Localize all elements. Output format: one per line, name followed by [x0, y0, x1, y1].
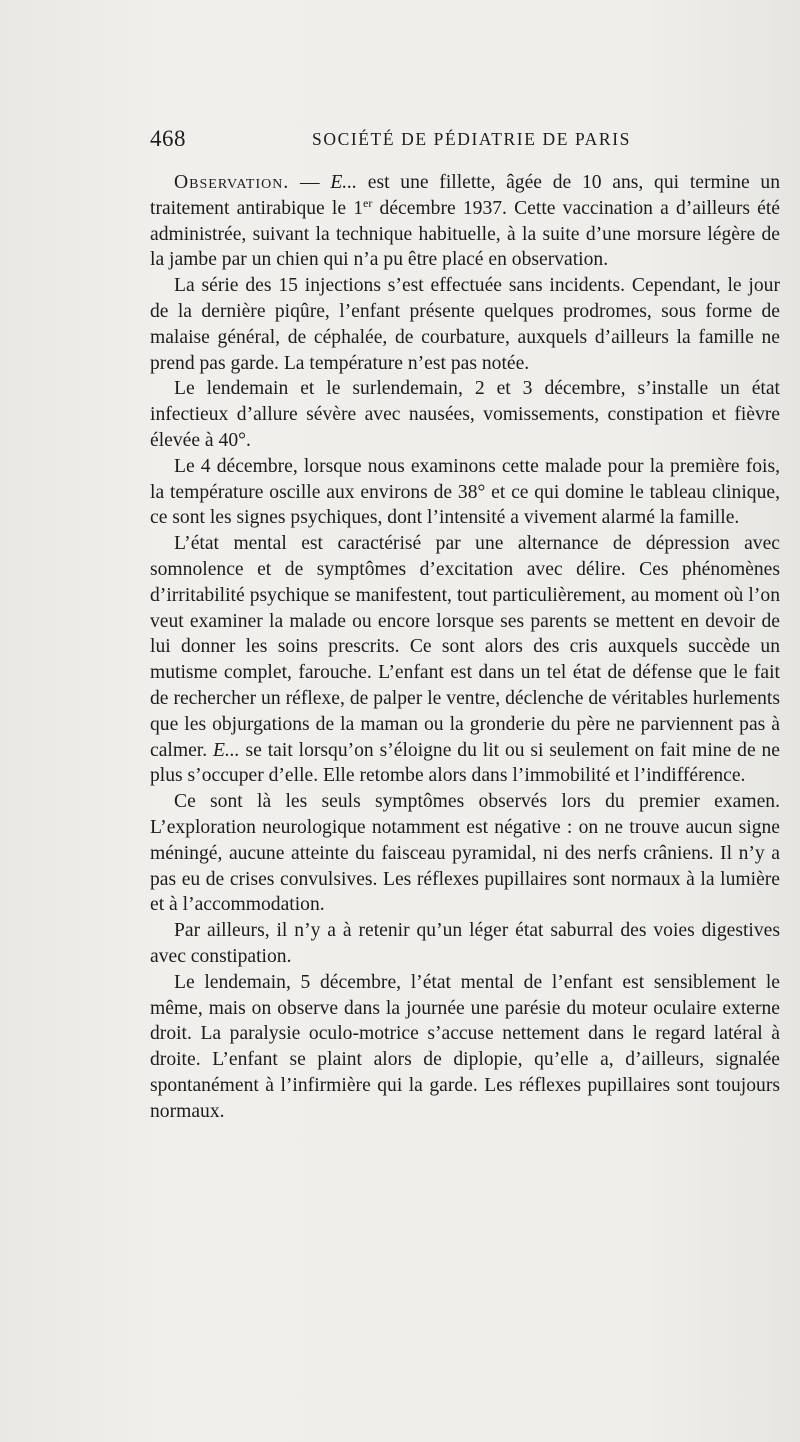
paragraph-text: est une fillette, âgée de 10 ans, qui termine un traitement antirabique le 1: [150, 172, 781, 219]
observation-lead: Observation.: [174, 172, 290, 193]
paragraph-observation: [150, 170, 780, 273]
paragraph-digestive: Par ailleurs, il n’y a à retenir qu’un léger état saburral des voies digestives avec constipation.: [150, 920, 780, 967]
observation-dash: —: [289, 172, 331, 193]
patient-initial: E...: [213, 739, 240, 761]
paragraph-mental-state: [150, 531, 780, 789]
superscript-er: er: [363, 195, 373, 210]
running-title: SOCIÉTÉ DE PÉDIATRIE DE PARIS: [312, 129, 631, 149]
paragraph-first-exam: Le 4 décembre, lorsque nous examinons cette malade pour la première fois, la température oscille aux environs de 38° et ce qui domine le tableau clinique, ce sont les signes psychiques, dont l’intensité a vivement alarmé la famille.: [150, 455, 780, 529]
body-text: [150, 170, 780, 1124]
paragraph-injections: La série des 15 injections s’est effectuée sans incidents. Cependant, le jour de la dernière piqûre, l’enfant présente quelques prodromes, sous forme de malaise général, de céphalée, de courbature, auxquels d’ailleurs la famille ne prend pas garde. La température n’est pas notée.: [150, 275, 780, 374]
paragraph-paresis: Le lendemain, 5 décembre, l’état mental de l’enfant est sensiblement le même, mais on observe dans la journée une parésie du moteur oculaire externe droit. La paralysie oculo-motrice s’accuse nettement dans le regard latéral à droite. L’enfant se plaint alors de diplopie, qu’elle a, d’ailleurs, signalée spontanément à l’infirmière qui la garde. Les réflexes pupillaires sont toujours normaux.: [150, 971, 780, 1122]
patient-initial: E...: [330, 172, 358, 193]
paragraph-text: L’état mental est caractérisé par une alternance de dépression avec somnolence et de symptômes d’excitation avec délire. Ces phénomènes d’irritabilité psychique se manifestent, tout particulièrement, au moment où l’on veut examiner la malade ou encore lorsque ses parents se mettent en devoir de lui donner les soins prescrits. Ce sont alors des cris auxquels succède un mutisme complet, farouche. L’enfant est dans un tel état de défense que le fait de rechercher un réflexe, de palper le ventre, déclenche de véritables hurlements que les objurgations de la maman ou la gronderie du père ne parviennent pas à calmer.: [150, 533, 780, 761]
page-number: 468: [150, 126, 186, 151]
paragraph-infection: Le lendemain et le surlendemain, 2 et 3 décembre, s’installe un état infectieux d’allure sévère avec nausées, vomissements, constipation et fièvre élevée à 40°.: [150, 378, 780, 451]
paragraph-text: se tait lorsqu’on s’éloigne du lit ou si seulement on fait mine de ne plus s’occuper d’elle. Elle retombe alors dans l’immobilité et l’indifférence.: [150, 739, 781, 787]
paragraph-neurology: Ce sont là les seuls symptômes observés lors du premier examen. L’exploration neurologique notamment est négative : on ne trouve aucun signe méningé, aucune atteinte du faisceau pyramidal, ni des nerfs crâniens. Il n’y a pas eu de crises convulsives. Les réflexes pupillaires sont normaux à la lumière et à l’accommodation.: [150, 791, 780, 916]
paragraph-text: décembre 1937. Cette vaccination a d’ailleurs été administrée, suivant la technique habituelle, à la suite d’une morsure légère de la jambe par un chien qui n’a pu être placé en observation.: [150, 197, 780, 271]
page-header: [150, 126, 780, 154]
